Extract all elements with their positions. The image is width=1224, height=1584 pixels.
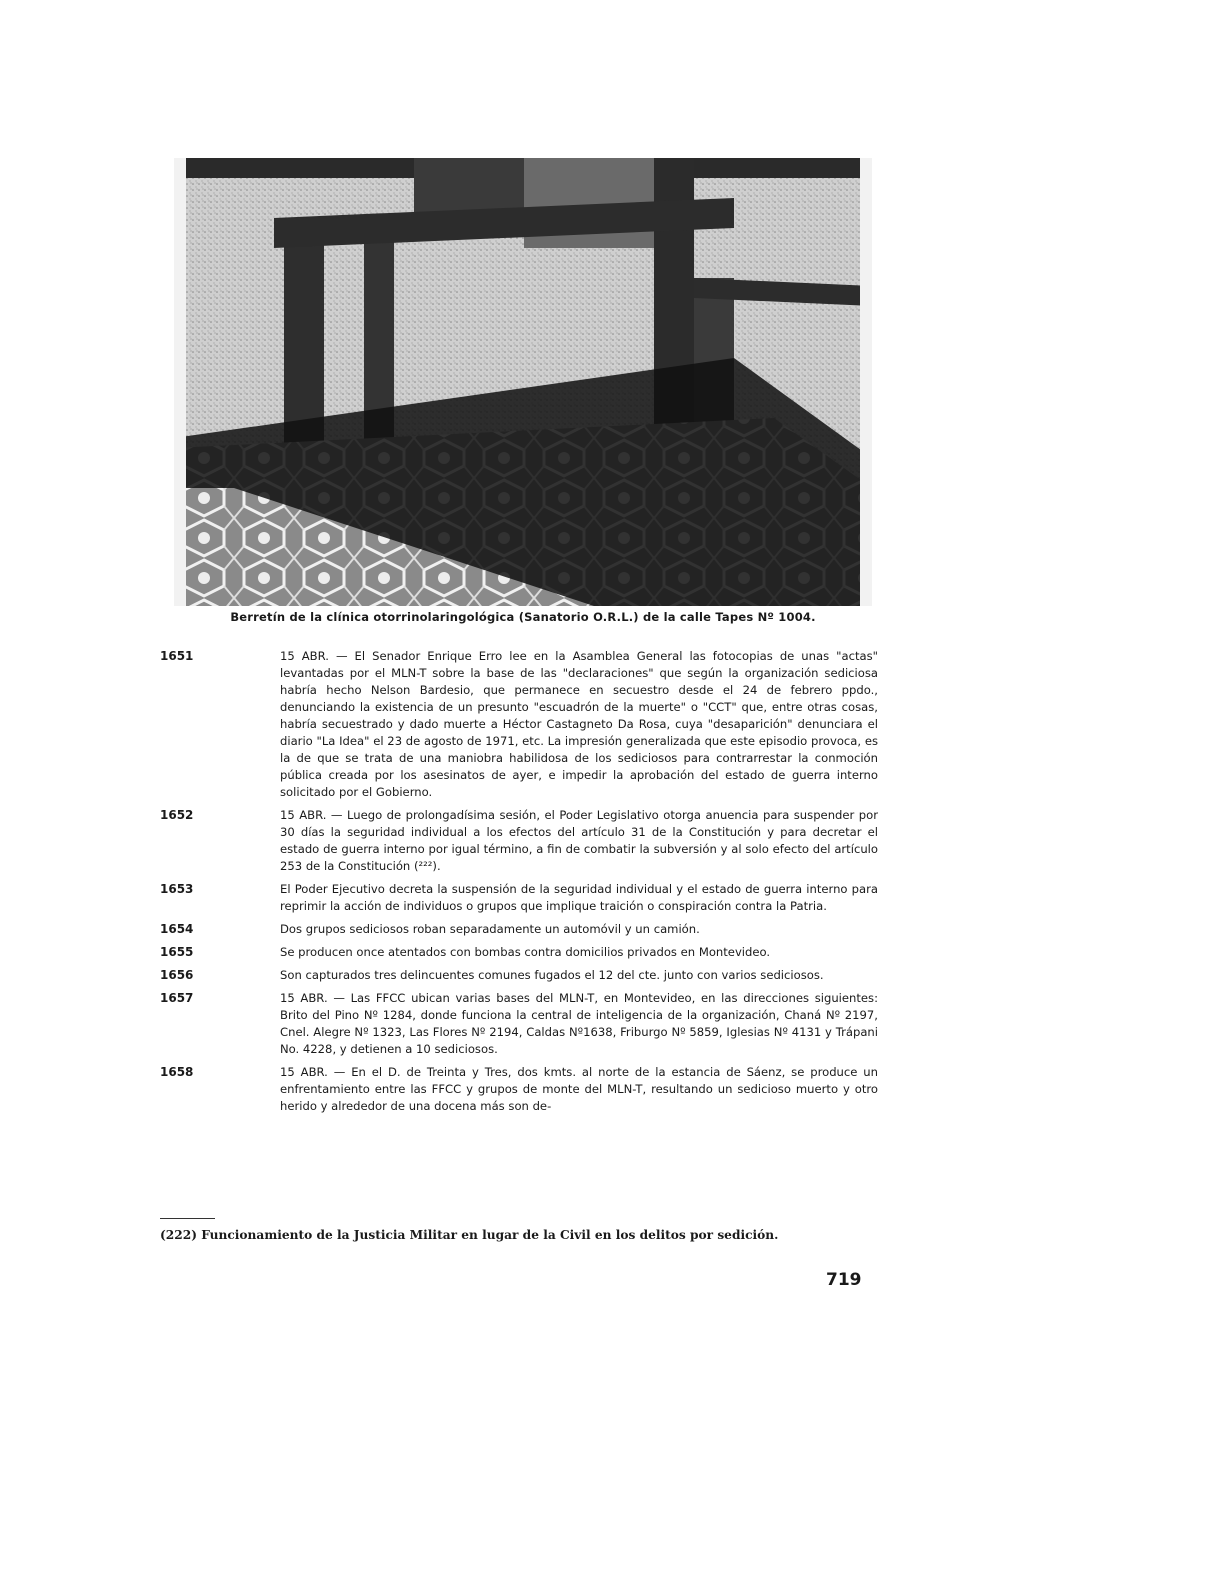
entry-number: 1654 xyxy=(160,922,194,936)
footnote: (222) Funcionamiento de la Justicia Militar en lugar de la Civil en los delitos por sedición. xyxy=(160,1228,779,1242)
page-number: 719 xyxy=(826,1270,862,1290)
entry-text: 15 ABR. — Luego de prolongadísima sesión, el Poder Legislativo otorga anuencia para suspender por 30 días la seguridad individual a los efectos del artículo 31 de la Constitución y para decretar el estado de guerra interno por igual término, a fin de combatir la subversión y al solo efecto del artículo 253 de la Constitución (²²²). xyxy=(280,808,878,873)
entry xyxy=(160,944,878,961)
entry xyxy=(160,967,878,984)
entry xyxy=(160,990,878,1058)
entry xyxy=(160,1064,878,1115)
entry-text: Se producen once atentados con bombas contra domicilios privados en Montevideo. xyxy=(280,945,771,959)
photo-image xyxy=(174,158,872,606)
photograph xyxy=(174,158,872,606)
entry-number: 1652 xyxy=(160,808,194,822)
entry-text: 15 ABR. — Las FFCC ubican varias bases del MLN-T, en Montevideo, en las direcciones siguientes: Brito del Pino Nº 1284, donde funciona la central de inteligencia de la organización, Chaná Nº 2197, Cnel. Alegre Nº 1323, Las Flores Nº 2194, Caldas Nº1638, Friburgo Nº 5859, Iglesias Nº 4131 y Trápani No. 4228, y detienen a 10 sediciosos. xyxy=(280,991,878,1056)
photo-caption: Berretín de la clínica otorrinolaringológica (Sanatorio O.R.L.) de la calle Tapes Nº 1004. xyxy=(230,610,816,624)
entry-number: 1653 xyxy=(160,882,194,896)
footnote-divider xyxy=(160,1218,215,1219)
entry-number: 1658 xyxy=(160,1065,194,1079)
entry xyxy=(160,648,878,801)
entry-number: 1656 xyxy=(160,968,194,982)
entry-text: 15 ABR. — El Senador Enrique Erro lee en la Asamblea General las fotocopias de unas "actas" levantadas por el MLN-T sobre la base de las "declaraciones" que según la organización sediciosa habría hecho Nelson Bardesio, que permanece en secuestro desde el 24 de febrero ppdo., denunciando la existencia de un presunto "escuadrón de la muerte" o "CCT" que, entre otras cosas, habría secuestrado y dado muerte a Héctor Castagneto Da Rosa, cuya "desaparición" denunciara el diario "La Idea" el 23 de agosto de 1971, etc. La impresión generalizada que este episodio provoca, es la de que se trata de una maniobra habilidosa de los sediciosos para contrarrestar la conmoción pública creada por los asesinatos de ayer, e impedir la aprobación del estado de guerra interno solicitado por el Gobierno. xyxy=(280,649,878,799)
entry-text: Dos grupos sediciosos roban separadamente un automóvil y un camión. xyxy=(280,922,700,936)
entry xyxy=(160,807,878,875)
entry xyxy=(160,881,878,915)
entry-number: 1657 xyxy=(160,991,194,1005)
entry-text: El Poder Ejecutivo decreta la suspensión de la seguridad individual y el estado de guerra interno para reprimir la acción de individuos o grupos que implique traición o conspiración contra la Patria. xyxy=(280,882,878,913)
entry-text: Son capturados tres delincuentes comunes fugados el 12 del cte. junto con varios sediciosos. xyxy=(280,968,824,982)
entry-number: 1655 xyxy=(160,945,194,959)
chronology-entries xyxy=(160,648,878,1121)
entry xyxy=(160,921,878,938)
entry-number: 1651 xyxy=(160,649,194,663)
entry-text: 15 ABR. — En el D. de Treinta y Tres, dos kmts. al norte de la estancia de Sáenz, se produce un enfrentamiento entre las FFCC y grupos de monte del MLN-T, resultando un sedicioso muerto y otro herido y alrededor de una docena más son de- xyxy=(280,1065,878,1113)
